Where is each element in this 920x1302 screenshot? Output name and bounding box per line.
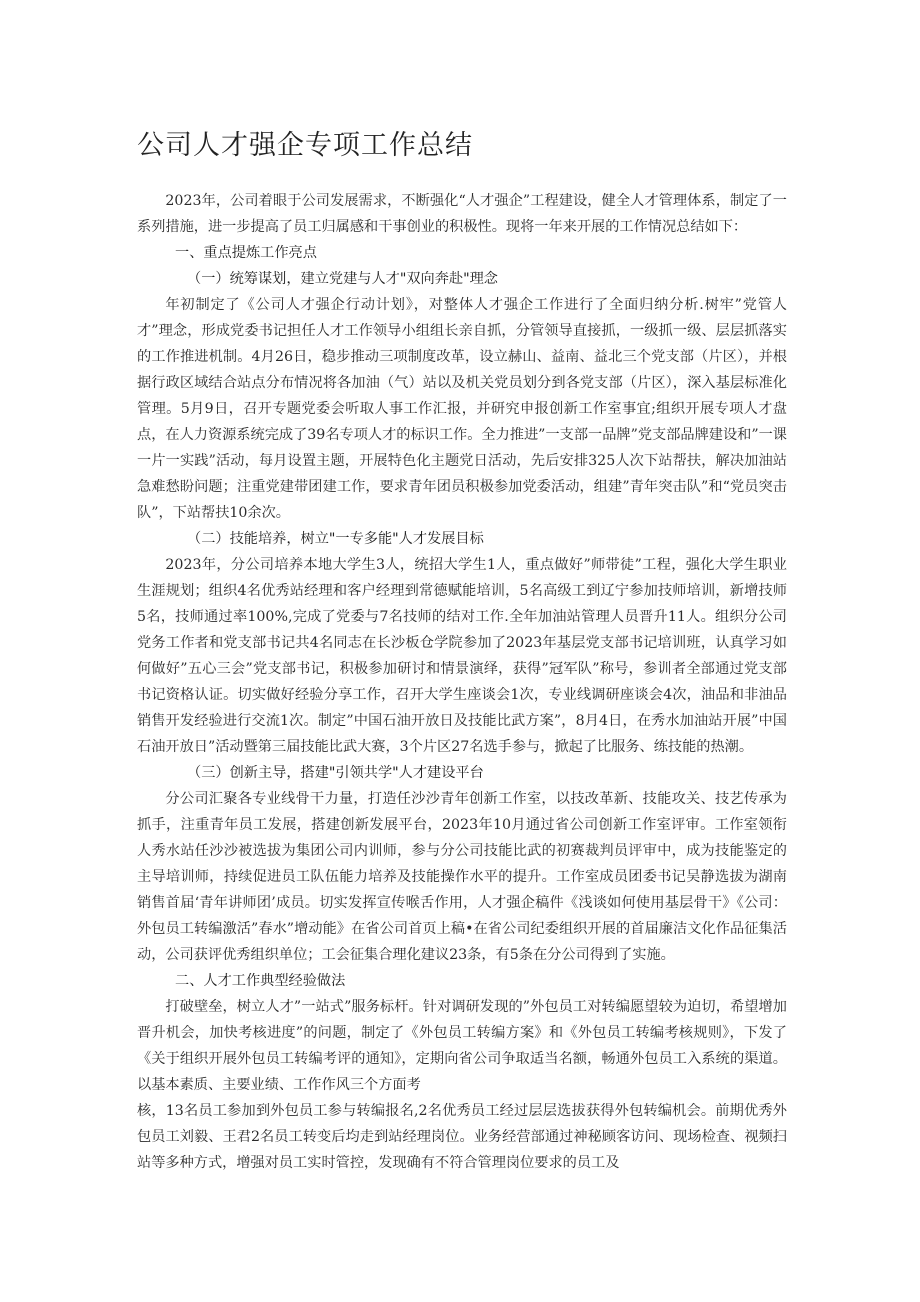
document-title: 公司人才强企专项工作总结 <box>137 130 473 161</box>
section-heading-highlights: 一、重点提炼工作亮点 <box>175 245 317 261</box>
intro-paragraph: 2023年，公司着眼于公司发展需求，不断强化“人才强企”工程建设，健全人才管理体系，制定了一系列措施，进一步提高了员工归属感和干事创业的积极性。现将一年来开展的工作情况总结如下： <box>137 193 787 235</box>
subsection-heading-skills: （二）技能培养，树立"一专多能"人才发展目标 <box>187 531 484 547</box>
subsection-heading-planning: （一）统筹谋划，建立党建与人才"双向奔赴"理念 <box>187 271 498 287</box>
section-heading-experience: 二、人才工作典型经验做法 <box>175 973 346 989</box>
innovation-paragraph: 分公司汇聚各专业线骨干力量，打造任沙沙青年创新工作室，以技改革新、技能攻关、技艺传承为抓手，注重青年员工发展，搭建创新发展平台，2023年10月通过省公司创新工作室评审。工作室领衔人秀水站任沙沙被选拔为集团公司内训师，参与分公司技能比武的初赛裁判员评审中，成为技能鉴定的主导培训师，持续促进员工队伍能力培养及技能操作水平的提升。工作室成员团委书记吴静选拔为湖南销售首届‘青年讲师团’成员。切实发挥宣传喉舌作用，人才强企稿件《浅谈如何使用基层骨干》《公司：外包员工转编激活”春水”增动能》在省公司首页上稿•在省公司纪委组织开展的首届廉洁文化作品征集活动，公司获评优秀组织单位；工会征集合理化建议23条，有5条在分公司得到了实施。 <box>137 791 787 963</box>
experience-paragraph: 打破壁垒，树立人才”一站式”服务标杆。针对调研发现的”外包员工对转编愿望较为迫切，希望增加晋升机会，加快考核进度”的问题，制定了《外包员工转编方案》和《外包员工转编考核规则》，下发了《关于组织开展外包员工转编考评的通知》，定期向省公司争取适当名额，畅通外包员工入系统的渠道。以基本素质、主要业绩、工作作风三个方面考 <box>137 999 787 1093</box>
experience-paragraph-continued: 核，13名员工参加到外包员工参与转编报名,2名优秀员工经过层层选拔获得外包转编机会。前期优秀外包员工刘毅、王君2名员工转变后均走到站经理岗位。业务经营部通过神秘顾客访问、现场检查、视频扫站等多种方式，增强对员工实时管控，发现确有不符合管理岗位要求的员工及 <box>137 1103 787 1171</box>
subsection-heading-innovation: （三）创新主导，搭建"引领共学"人才建设平台 <box>187 765 484 781</box>
skills-paragraph: 2023年，分公司培养本地大学生3人，统招大学生1人，重点做好”师带徒”工程，强化大学生职业生涯规划；组织4名优秀站经理和客户经理到常德赋能培训，5名高级工到辽宁参加技师培训，新增技师5名，技师通过率100%,完成了党委与7名技师的结对工作.全年加油站管理人员晋升11人。组织分公司党务工作者和党支部书记共4名同志在长沙板仓学院参加了2023年基层党支部书记培训班，认真学习如何做好”五心三会”党支部书记，积极参加研讨和情景演绎，获得”冠军队”称号，参训者全部通过党支部书记资格认证。切实做好经验分享工作，召开大学生座谈会1次，专业线调研座谈会4次，油品和非油品销售开发经验进行交流1次。制定”中国石油开放日及技能比武方案”，8月4日，在秀水加油站开展”中国石油开放日”活动暨第三届技能比武大赛，3个片区27名选手参与，掀起了比服务、练技能的热潮。 <box>137 557 787 755</box>
document-body <box>137 126 787 1176</box>
planning-paragraph: 年初制定了《公司人才强企行动计划》，对整体人才强企工作进行了全面归纳分析.树牢”党管人才”理念，形成党委书记担任人才工作领导小组组长亲自抓，分管领导直接抓，一级抓一级、层层抓落实的工作推进机制。4月26日，稳步推动三项制度改革，设立赫山、益南、益北三个党支部（片区），并根据行政区域结合站点分布情况将各加油（气）站以及机关党员划分到各党支部（片区），深入基层标准化管理。5月9日，召开专题党委会听取人事工作汇报，并研究申报创新工作室事宜;组织开展专项人才盘点，在人力资源系统完成了39名专项人才的标识工作。全力推进”一支部一品牌”党支部品牌建设和”一课一片一实践”活动，每月设置主题，开展特色化主题党日活动，先后安排325人次下站帮扶，解决加油站急难愁盼问题；注重党建带团建工作，要求青年团员积极参加党委活动，组建”青年突击队”和“党员突击队”，下站帮扶10余次。 <box>137 297 787 521</box>
